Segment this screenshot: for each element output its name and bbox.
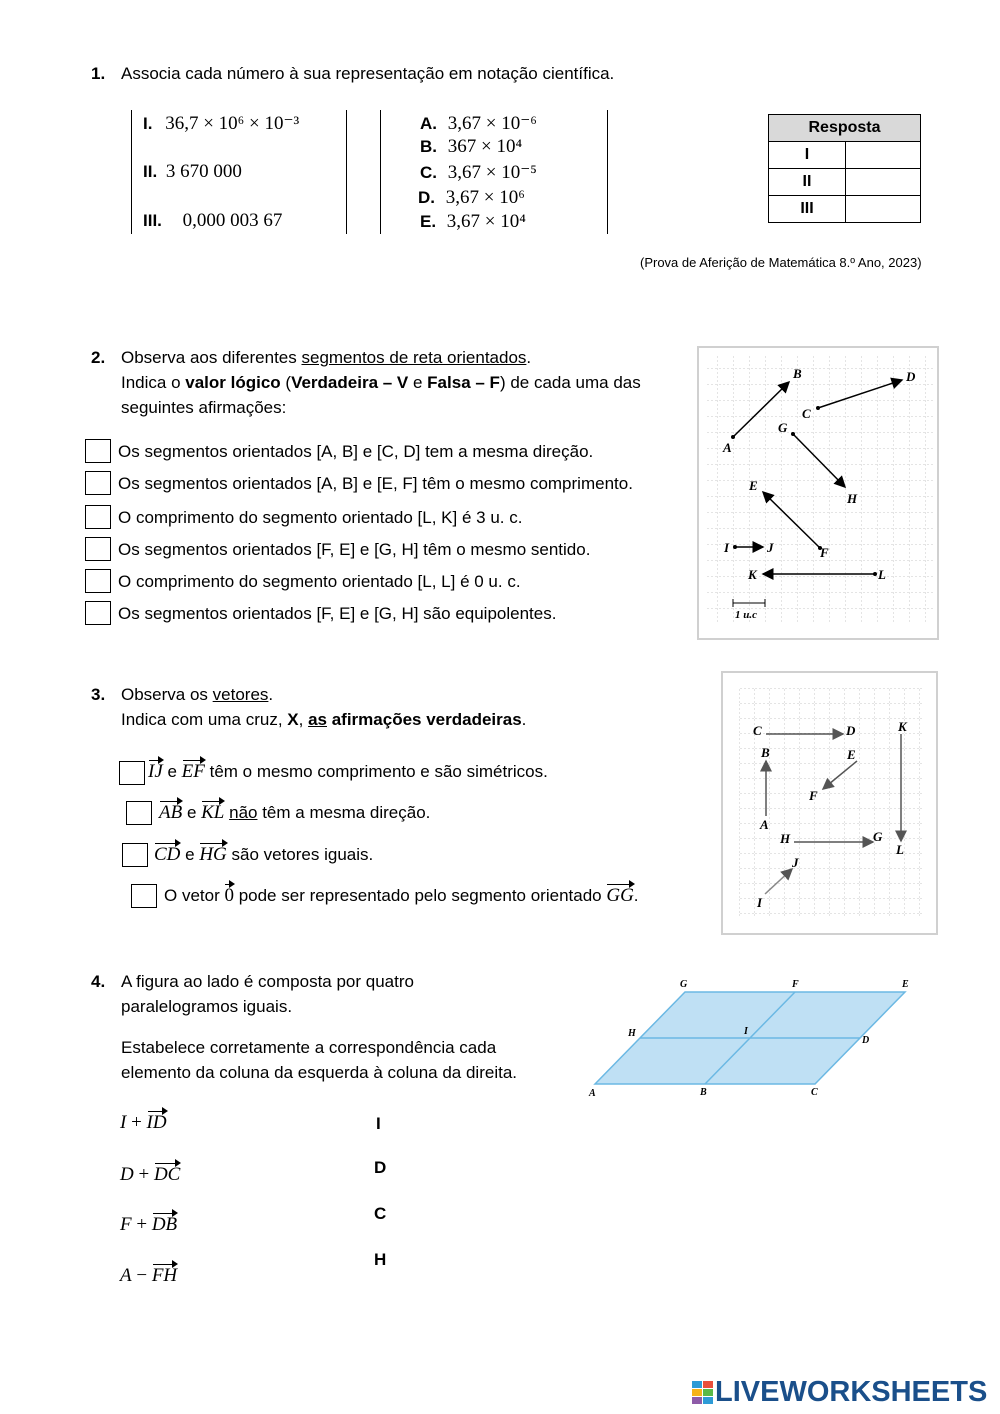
match-option-C[interactable]: C [374,1204,387,1223]
column-divider [380,110,381,234]
vector-IJ: IJ [148,761,163,782]
column-divider [131,110,132,234]
item-value: 3 670 000 [165,161,242,182]
text: são vetores iguais. [226,845,374,864]
answer-input-I[interactable] [846,142,921,169]
bold-text: Falsa – F [427,373,500,392]
label-E: E [902,979,909,990]
vf-answer-box-6[interactable] [85,601,111,625]
bold-text: valor lógico [185,373,281,392]
x-answer-box-4[interactable] [131,884,157,908]
question-prompt: Associa cada número à sua representação em notação científica. [121,64,615,83]
right-item [420,112,537,135]
match-option-H[interactable]: H [374,1250,387,1269]
question-number: 3. [91,685,106,704]
question-number: 1. [91,64,106,83]
expression-2 [120,1164,180,1186]
text: O vetor [164,886,225,905]
label-C: C [811,1087,818,1098]
underlined-bold-text: as [308,710,327,729]
bold-text: afirmações verdadeiras [327,710,522,729]
operator: − [131,1265,152,1286]
vector-CD: CD [154,844,181,865]
text: e [162,762,182,781]
expression-1 [120,1112,167,1134]
label-H: H [847,491,858,506]
bold-text: Verdadeira – V [291,373,409,392]
item-value: 3,67 × 10⁶ [445,187,525,208]
item-label: I. [143,114,153,133]
item-label: E. [420,212,437,231]
statement: Os segmentos orientados [F, E] e [G, H] têm o mesmo sentido. [118,540,591,559]
text: Observa os [121,685,213,704]
point: A [120,1265,132,1286]
match-option-I[interactable]: I [376,1114,381,1133]
text: , [298,710,309,729]
question-text: paralelogramos iguais. [121,997,293,1016]
vector-KL: KL [201,802,225,823]
x-answer-box-3[interactable] [122,843,148,867]
question-text: A figura ao lado é composta por quatro [121,972,414,991]
answer-row-label: I [769,142,846,169]
label-G: G [680,979,688,990]
right-item [418,187,525,209]
vector-EF: EF [181,761,205,782]
statement: Os segmentos orientados [F, E] e [G, H] são equipolentes. [118,604,557,623]
operator: + [133,1164,154,1185]
label-J: J [767,540,774,555]
text: . [268,685,274,704]
column-divider [346,110,347,234]
point: I [120,1112,127,1133]
vector: DB [151,1214,178,1235]
left-item [143,161,242,183]
vf-answer-box-4[interactable] [85,537,111,561]
zero-vector: 0 [224,885,234,906]
statement [159,802,430,824]
column-divider [607,110,608,234]
question-prompt-line [121,710,526,730]
label-F: F [809,788,818,803]
label-I: I [757,895,763,910]
label-H: H [780,831,791,846]
segments-figure [697,346,939,640]
text: e [408,373,428,392]
right-item [420,161,537,184]
vector-HG: HG [199,844,227,865]
left-item [143,210,282,232]
text: têm o mesmo comprimento e são simétricos. [209,762,548,781]
text: Indica o [121,373,186,392]
text: ( [280,373,292,392]
label-K: K [748,567,757,582]
source-note: (Prova de Aferição de Matemática 8.º Ano, 2023) [640,255,922,270]
operator: + [131,1214,152,1235]
label-I: I [724,540,730,555]
label-D: D [906,369,916,384]
label-B: B [700,1087,707,1098]
label-D: D [862,1035,870,1046]
question-prompt-line: seguintes afirmações: [121,398,287,417]
answer-row-label: II [769,169,846,196]
item-label: III. [143,211,162,230]
statement [154,844,373,866]
text: têm a mesma direção. [257,803,431,822]
statement [164,885,639,907]
label-C: C [802,406,811,421]
text: pode ser representado pelo segmento orientado [233,886,607,905]
right-item [420,136,522,158]
question-prompt-line [121,373,641,393]
item-label: II. [143,162,158,181]
label-E: E [749,478,758,493]
statement: O comprimento do segmento orientado [L, L] é 0 u. c. [118,572,521,591]
label-E: E [847,747,856,762]
question-number: 4. [91,972,106,991]
parallelograms-figure [583,974,913,1100]
answer-table [768,114,921,223]
liveworksheets-logo [692,1376,987,1409]
answer-row-label: III [769,196,846,223]
vector-AB: AB [159,802,183,823]
text: Observa aos diferentes [121,348,302,367]
point: F [120,1214,132,1235]
item-label: A. [420,114,437,133]
label-B: B [793,366,802,381]
text: e [180,845,200,864]
question-prompt-line [121,685,273,705]
item-value: 3,67 × 10⁻⁵ [447,162,537,183]
label-A: A [760,817,769,832]
vf-answer-box-1[interactable] [85,439,111,463]
label-L: L [878,567,886,582]
question-text: elemento da coluna da esquerda à coluna da direita. [121,1063,518,1082]
vf-answer-box-3[interactable] [85,505,111,529]
item-label: D. [418,188,435,207]
question-text: Estabelece corretamente a correspondência cada [121,1038,497,1057]
underlined-text: vetores [212,685,269,704]
vector-GG: GG [606,885,634,906]
underlined-text: segmentos de reta orientados [301,348,527,367]
label-A: A [723,440,732,455]
question-number: 2. [91,348,106,367]
item-value: 36,7 × 10⁶ × 10⁻³ [165,113,300,134]
text: Indica com uma cruz, [121,710,288,729]
item-value: 367 × 10⁴ [447,136,523,157]
label-I: I [744,1026,748,1037]
x-answer-box-2[interactable] [126,801,152,825]
vector: DC [153,1164,181,1185]
unit-label: 1 u.c [735,609,757,621]
item-value: 3,67 × 10⁻⁶ [447,113,537,134]
statement [148,761,548,783]
left-item [143,112,299,135]
label-B: B [761,745,770,760]
answer-input-III[interactable] [846,196,921,223]
label-G: G [873,829,883,844]
item-value: 0,000 003 67 [182,210,283,231]
point: D [120,1164,134,1185]
expression-3 [120,1214,177,1236]
underlined-text: não [229,803,258,822]
label-K: K [898,719,907,734]
statement: Os segmentos orientados [A, B] e [C, D] tem a mesma direção. [118,442,594,461]
answer-header: Resposta [769,115,921,142]
label-G: G [778,420,788,435]
question-prompt-line [121,348,531,368]
statement: O comprimento do segmento orientado [L, K] é 3 u. c. [118,508,523,527]
item-value: 3,67 × 10⁴ [446,211,526,232]
right-item [420,211,526,233]
logo-text: LIVEWORKSHEETS [715,1376,988,1408]
text: ) de cada uma das [499,373,641,392]
item-label: C. [420,163,437,182]
expression-4 [120,1265,177,1287]
label-A: A [589,1088,596,1099]
answer-input-II[interactable] [846,169,921,196]
match-option-D[interactable]: D [374,1158,387,1177]
operator: + [126,1112,147,1133]
logo-badge-icon [692,1381,714,1405]
text: e [182,803,202,822]
label-F: F [820,545,829,560]
label-C: C [753,723,762,738]
label-H: H [628,1028,636,1039]
text: . [526,348,532,367]
vf-answer-box-5[interactable] [85,569,111,593]
text: . [633,886,639,905]
statement: Os segmentos orientados [A, B] e [E, F] têm o mesmo comprimento. [118,474,633,493]
text: . [521,710,527,729]
item-label: B. [420,137,437,156]
grid [705,356,933,624]
label-D: D [846,723,856,738]
x-answer-box-1[interactable] [119,761,145,785]
vf-answer-box-2[interactable] [85,471,111,495]
label-F: F [792,979,799,990]
label-J: J [792,855,799,870]
vector: ID [146,1112,167,1133]
bold-text: X [287,710,299,729]
vectors-figure [721,671,938,935]
vector: FH [151,1265,178,1286]
label-L: L [896,842,904,857]
